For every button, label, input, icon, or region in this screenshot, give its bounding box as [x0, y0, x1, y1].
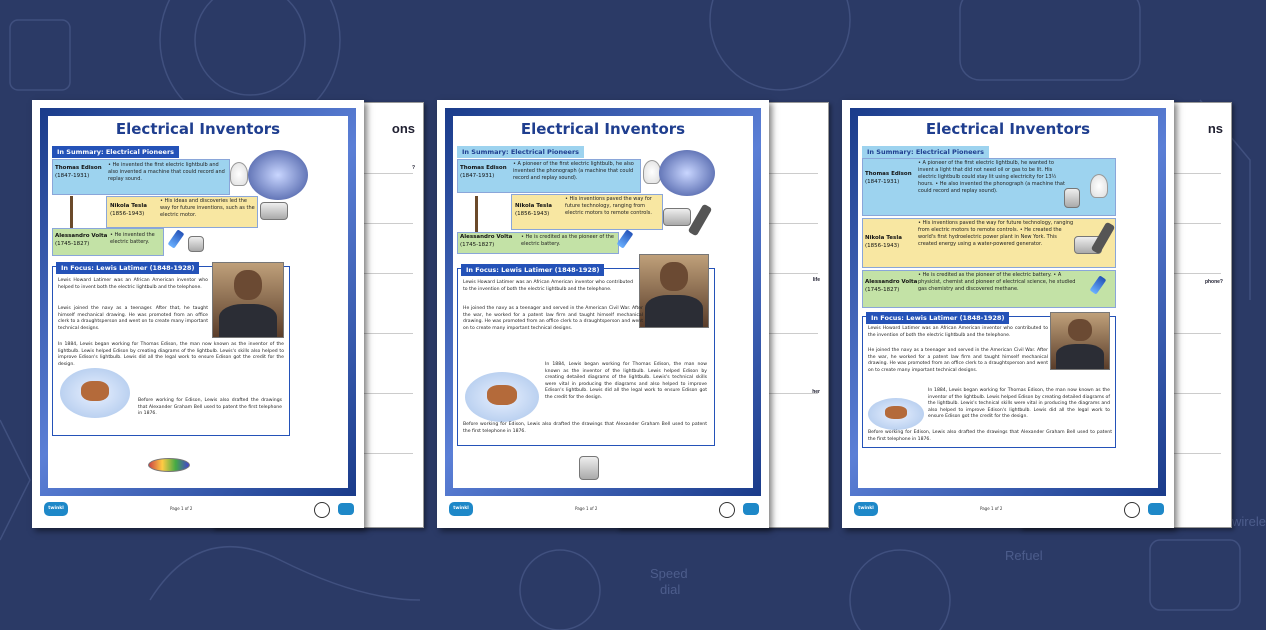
tesla-fact: • His inventions paved the way for future technology, ranging from electric motors to remote controls. [565, 196, 652, 216]
summary-heading: In Summary: Electrical Pioneers [862, 146, 989, 158]
bg-label-refuel: Refuel [1005, 548, 1043, 563]
page-number: Page 1 of 2 [980, 506, 1003, 511]
page-content [858, 116, 1158, 488]
lewis-latimer-portrait [639, 254, 709, 328]
electric-motor-icon [663, 208, 691, 226]
switch-icon [188, 236, 204, 252]
lewis-latimer-portrait [1050, 312, 1110, 370]
worksheet-set-2[interactable] [437, 100, 827, 528]
tesla-fact: • His ideas and discoveries led the way for future inventions, such as the electric motor. [160, 198, 255, 218]
volta-fact: • He is credited as the pioneer of the electric battery. • A physicist, chemist and pioneer of electrical science, he studied gas chemistry and discovered methane. [918, 272, 1076, 292]
back-word-life: life [812, 277, 820, 283]
page-number: Page 1 of 2 [170, 506, 193, 511]
worksheet-page [437, 100, 769, 528]
page-content [48, 116, 348, 488]
twinkl-logo: twinkl [44, 502, 68, 516]
page-border [445, 108, 761, 496]
twinkl-logo: twinkl [854, 502, 878, 516]
focus-paragraph-4: Before working for Edison, Lewis also drafted the drawings that Alexander Graham Bell used to patent the first telephone in 1876. [463, 422, 707, 434]
summary-heading: In Summary: Electrical Pioneers [457, 146, 584, 158]
page-footer [445, 498, 761, 524]
volta-name: Alessandro Volta (1745-1827) [865, 279, 918, 293]
page-content [453, 116, 753, 488]
worksheet-set-3[interactable] [842, 100, 1232, 528]
focus-heading: In Focus: Lewis Latimer (1848-1928) [56, 262, 199, 274]
back-page-title: ons [391, 121, 415, 136]
wires-icon [148, 458, 190, 472]
volta-fact: • He invented the electric battery. [110, 232, 155, 245]
back-word-her: her [812, 389, 820, 395]
page-number: Page 1 of 2 [575, 506, 598, 511]
focus-paragraph-1: Lewis Howard Latimer was an African American inventor who contributed to the invention of both the electric lightbulb and the telephone. [868, 326, 1048, 338]
bg-label-dial: dial [660, 582, 681, 597]
edison-fact: • A pioneer of the first electric lightbulb, he also invented the phonograph (a machine that could record and replay sound). [513, 161, 634, 181]
page-border [850, 108, 1166, 496]
page-footer [850, 498, 1166, 524]
worksheet-page [842, 100, 1174, 528]
switch-icon [1064, 188, 1080, 208]
difficulty-icon [314, 502, 330, 518]
focus-paragraph-2: Lewis joined the navy as a teenager. After that, he taught himself mechanical drawing. He was promoted from an office clerk to a draughtsperson and went on to create many important technical designs. [58, 306, 208, 331]
edison-fact: • He invented the first electric lightbulb and also invented a machine that could record and replay sound. [108, 162, 225, 182]
worksheet-page [32, 100, 364, 528]
back-question-mark: ? [411, 165, 415, 171]
lightning-icon [659, 150, 715, 196]
edison-name: Thomas Edison (1847-1931) [55, 165, 102, 179]
focus-paragraph-3: In 1884, Lewis began working for Thomas Edison, the man now known as the inventor of the lightbulb. Lewis helped Edison by creating detailed diagrams of the lightbulb. Lewis's technical skills were vital in producing the diagrams and also helped to improve Edison's lightbulb. Lewis did all the legal work to ensure Edison got the credit for the design. [545, 362, 707, 400]
focus-paragraph-2: He joined the navy as a teenager and served in the American Civil War. After the war, he worked for a patent law firm and taught himself mechanical drawing. He was promoted from an office clerk to a draughtsperson and went on to create many important technical designs. [868, 348, 1048, 373]
focus-paragraph-3: In 1884, Lewis began working for Thomas Edison, the man now known as the inventor of the lightbulb. Lewis helped Edison by creating diagrams of the lightbulb. Lewis's skills also helped to improve Edison's lightbulb. Lewis did all the legal work to ensure Edison got the credit for the design. [58, 342, 284, 367]
lightbulb-icon [1090, 174, 1108, 198]
page-title: Electrical Inventors [925, 120, 1091, 138]
tesla-fact: • His inventions paved the way for future technology, ranging from electric motors to remote controls. • He created the world's first hydroelectric power plant in New York. This created energy using a water-powered generator. [918, 220, 1074, 247]
telegraph-pole-icon [475, 196, 478, 236]
bg-label-speed: Speed [650, 566, 688, 581]
twinkl-logo: twinkl [449, 502, 473, 516]
machine-drawing-image [465, 372, 539, 422]
twinkl-badge-icon [743, 503, 759, 515]
worksheet-set-1[interactable] [32, 100, 422, 528]
twinkl-badge-icon [1148, 503, 1164, 515]
difficulty-icon [719, 502, 735, 518]
battery-icon [168, 229, 185, 248]
bg-label-wirele: wirele [1232, 514, 1266, 529]
page-title: Electrical Inventors [115, 120, 281, 138]
back-page-title: ns [1207, 121, 1223, 136]
focus-heading: In Focus: Lewis Latimer (1848-1928) [866, 312, 1009, 324]
focus-paragraph-4: Before working for Edison, Lewis also drafted the drawings that Alexander Graham Bell used to patent the first telephone in 1876. [138, 398, 282, 417]
tesla-name: Nikola Tesla (1856-1943) [865, 235, 902, 249]
edison-name: Thomas Edison (1847-1931) [460, 165, 507, 179]
back-word-phone: phone? [1204, 279, 1223, 285]
machine-drawing-image [60, 368, 130, 418]
lightbulb-icon [230, 162, 248, 186]
page-border [40, 108, 356, 496]
lightning-icon [248, 150, 308, 200]
tesla-name: Nikola Tesla (1856-1943) [110, 203, 147, 217]
difficulty-icon [1124, 502, 1140, 518]
switch-icon [579, 456, 599, 480]
remote-control-icon [688, 204, 713, 237]
focus-paragraph-1: Lewis Howard Latimer was an African American inventor who contributed to the invention of both the electric lightbulb and the telephone. [463, 280, 633, 292]
edison-name: Thomas Edison (1847-1931) [865, 171, 912, 185]
tesla-name: Nikola Tesla (1856-1943) [515, 203, 552, 217]
volta-name: Alessandro Volta (1745-1827) [55, 233, 108, 247]
lewis-latimer-portrait [212, 262, 284, 338]
focus-heading: In Focus: Lewis Latimer (1848-1928) [461, 264, 604, 276]
focus-paragraph-1: Lewis Howard Latimer was an African American inventor who helped to invent both the electric lightbulb and the telephone. [58, 278, 208, 290]
twinkl-badge-icon [338, 503, 354, 515]
page-title: Electrical Inventors [520, 120, 686, 138]
focus-paragraph-2: He joined the navy as a teenager and served in the American Civil War. After the war, he worked for a patent law firm and taught himself mechanical drawing. He was promoted from an office clerk to a draughtsperson and went on to create many important technical designs. [463, 306, 643, 331]
machine-drawing-image [868, 398, 924, 430]
volta-name: Alessandro Volta (1745-1827) [460, 234, 513, 248]
summary-heading: In Summary: Electrical Pioneers [52, 146, 179, 158]
focus-paragraph-4: Before working for Edison, Lewis also drafted the drawings that Alexander Graham Bell used to patent the first telephone in 1876. [868, 430, 1112, 442]
edison-fact: • A pioneer of the first electric lightbulb, he wanted to invent a light that did not need oil or gas to be lit. His electric lightbulb could stay lit using electricity for 13½ hours. • He also invented the phonograph (a machine that could record and replay sound). [918, 160, 1065, 194]
volta-fact: • He is credited as the pioneer of the electric battery. [521, 234, 614, 247]
page-footer [40, 498, 356, 524]
electric-motor-icon [260, 202, 288, 220]
focus-paragraph-3: In 1884, Lewis began working for Thomas Edison, the man now known as the inventor of the lightbulb. Lewis helped Edison by creating detailed diagrams of the lightbulb. Lewis's technical skills were vital in producing the diagrams and also helped to improve Edison's lightbulb. Lewis did all the legal work to ensure Edison got the credit for the design. [928, 388, 1110, 420]
